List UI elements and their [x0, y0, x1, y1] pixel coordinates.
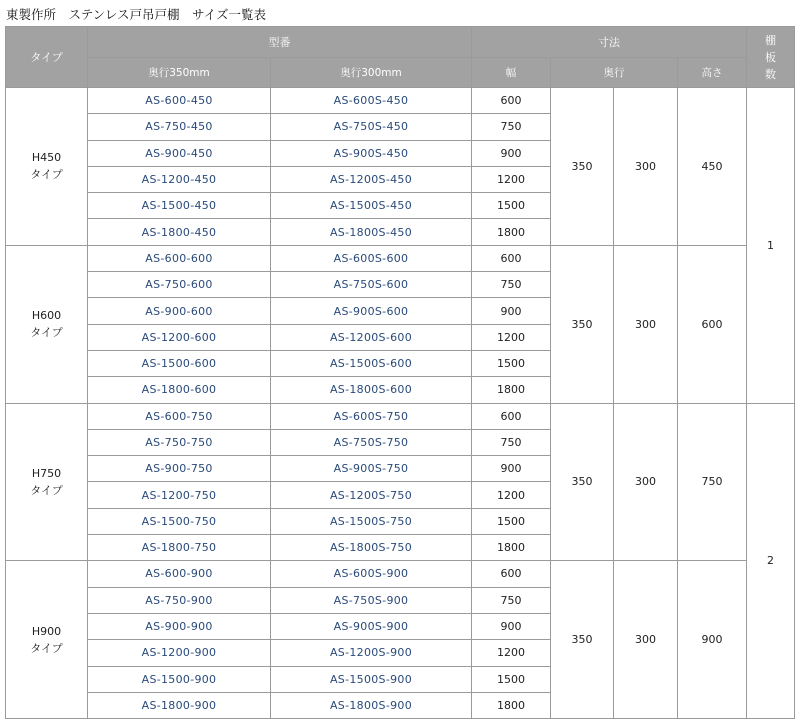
depth-300-cell: 300: [614, 403, 678, 561]
depth-300-cell: 300: [614, 88, 678, 246]
model-300-cell: AS-1200S-900: [271, 640, 472, 666]
type-cell: H600 タイプ: [6, 245, 88, 403]
shelf-count-cell: 2: [747, 403, 795, 719]
model-350-cell: AS-750-900: [88, 587, 271, 613]
header-dims: 寸法: [472, 27, 747, 58]
width-cell: 900: [472, 298, 551, 324]
width-cell: 1500: [472, 350, 551, 376]
table-row: [6, 403, 795, 429]
header-height: 高さ: [678, 58, 747, 88]
width-cell: 1800: [472, 219, 551, 245]
model-350-cell: AS-750-600: [88, 272, 271, 298]
header-model: 型番: [88, 27, 472, 58]
model-350-cell: AS-1500-900: [88, 666, 271, 692]
model-350-cell: AS-1200-600: [88, 324, 271, 350]
depth-350-cell: 350: [551, 88, 614, 246]
model-300-cell: AS-600S-750: [271, 403, 472, 429]
model-350-cell: AS-600-900: [88, 561, 271, 587]
header-row-2: [6, 58, 795, 88]
model-350-cell: AS-900-450: [88, 140, 271, 166]
model-300-cell: AS-600S-450: [271, 88, 472, 114]
model-350-cell: AS-1500-450: [88, 193, 271, 219]
height-cell: 450: [678, 88, 747, 246]
table-row: [6, 245, 795, 271]
model-300-cell: AS-750S-450: [271, 114, 472, 140]
model-300-cell: AS-1500S-450: [271, 193, 472, 219]
width-cell: 600: [472, 403, 551, 429]
model-350-cell: AS-750-750: [88, 429, 271, 455]
model-350-cell: AS-1800-450: [88, 219, 271, 245]
depth-300-cell: 300: [614, 561, 678, 719]
model-350-cell: AS-1200-900: [88, 640, 271, 666]
size-table: [5, 26, 795, 719]
model-350-cell: AS-750-450: [88, 114, 271, 140]
header-shelves: 棚 板 数: [747, 27, 795, 88]
model-300-cell: AS-900S-450: [271, 140, 472, 166]
model-300-cell: AS-900S-750: [271, 456, 472, 482]
model-350-cell: AS-900-750: [88, 456, 271, 482]
width-cell: 600: [472, 245, 551, 271]
height-cell: 750: [678, 403, 747, 561]
table-row: [6, 88, 795, 114]
type-cell: H900 タイプ: [6, 561, 88, 719]
model-300-cell: AS-1800S-450: [271, 219, 472, 245]
model-350-cell: AS-900-900: [88, 613, 271, 639]
width-cell: 750: [472, 429, 551, 455]
width-cell: 600: [472, 561, 551, 587]
header-depth300: 奥行300mm: [271, 58, 472, 88]
model-300-cell: AS-1800S-600: [271, 377, 472, 403]
height-cell: 600: [678, 245, 747, 403]
model-300-cell: AS-1200S-450: [271, 166, 472, 192]
width-cell: 1800: [472, 377, 551, 403]
model-350-cell: AS-1800-900: [88, 692, 271, 718]
width-cell: 1200: [472, 482, 551, 508]
width-cell: 750: [472, 272, 551, 298]
model-300-cell: AS-1800S-750: [271, 535, 472, 561]
header-depth350: 奥行350mm: [88, 58, 271, 88]
width-cell: 1500: [472, 508, 551, 534]
width-cell: 900: [472, 613, 551, 639]
model-350-cell: AS-1500-600: [88, 350, 271, 376]
table-row: [6, 561, 795, 587]
width-cell: 1500: [472, 193, 551, 219]
model-350-cell: AS-900-600: [88, 298, 271, 324]
shelf-count-cell: 1: [747, 88, 795, 404]
model-350-cell: AS-1800-600: [88, 377, 271, 403]
model-300-cell: AS-1200S-750: [271, 482, 472, 508]
table-body: [6, 88, 795, 719]
model-350-cell: AS-1500-750: [88, 508, 271, 534]
model-300-cell: AS-1800S-900: [271, 692, 472, 718]
header-depth: 奥行: [551, 58, 678, 88]
model-300-cell: AS-1500S-600: [271, 350, 472, 376]
type-cell: H450 タイプ: [6, 88, 88, 246]
type-cell: H750 タイプ: [6, 403, 88, 561]
model-350-cell: AS-600-600: [88, 245, 271, 271]
header-type: タイプ: [6, 27, 88, 88]
depth-350-cell: 350: [551, 403, 614, 561]
width-cell: 1200: [472, 166, 551, 192]
width-cell: 900: [472, 140, 551, 166]
model-300-cell: AS-600S-900: [271, 561, 472, 587]
header-row-1: [6, 27, 795, 58]
depth-350-cell: 350: [551, 245, 614, 403]
model-350-cell: AS-1200-450: [88, 166, 271, 192]
width-cell: 600: [472, 88, 551, 114]
model-300-cell: AS-900S-600: [271, 298, 472, 324]
width-cell: 900: [472, 456, 551, 482]
depth-300-cell: 300: [614, 245, 678, 403]
model-300-cell: AS-1500S-750: [271, 508, 472, 534]
width-cell: 1800: [472, 535, 551, 561]
width-cell: 1200: [472, 640, 551, 666]
model-300-cell: AS-600S-600: [271, 245, 472, 271]
width-cell: 1500: [472, 666, 551, 692]
model-300-cell: AS-1500S-900: [271, 666, 472, 692]
model-300-cell: AS-900S-900: [271, 613, 472, 639]
model-350-cell: AS-600-450: [88, 88, 271, 114]
model-350-cell: AS-1200-750: [88, 482, 271, 508]
model-350-cell: AS-1800-750: [88, 535, 271, 561]
model-300-cell: AS-1200S-600: [271, 324, 472, 350]
width-cell: 1800: [472, 692, 551, 718]
header-width: 幅: [472, 58, 551, 88]
height-cell: 900: [678, 561, 747, 719]
model-300-cell: AS-750S-600: [271, 272, 472, 298]
model-300-cell: AS-750S-750: [271, 429, 472, 455]
model-300-cell: AS-750S-900: [271, 587, 472, 613]
width-cell: 750: [472, 114, 551, 140]
width-cell: 750: [472, 587, 551, 613]
width-cell: 1200: [472, 324, 551, 350]
depth-350-cell: 350: [551, 561, 614, 719]
model-350-cell: AS-600-750: [88, 403, 271, 429]
page-title: 東製作所 ステンレス戸吊戸棚 サイズ一覧表: [6, 7, 266, 22]
